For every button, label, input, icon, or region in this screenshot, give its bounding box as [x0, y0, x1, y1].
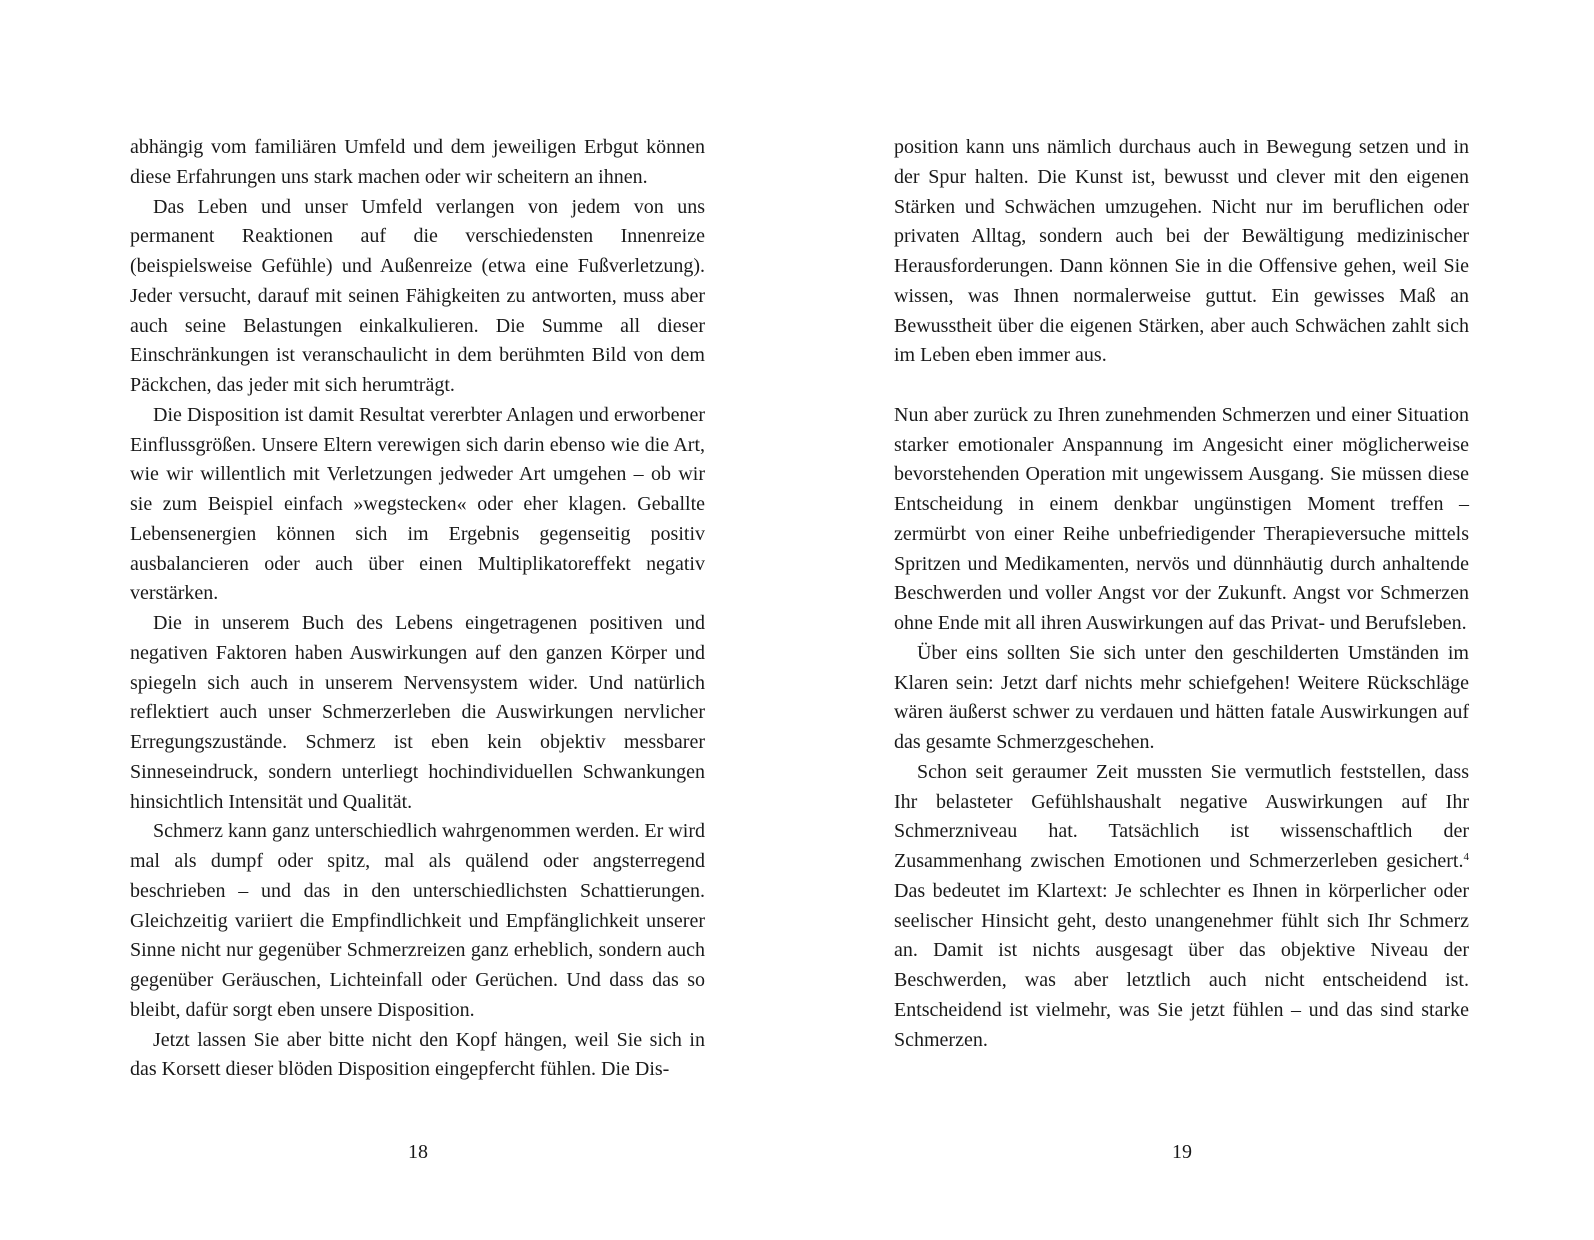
paragraph: Die Disposition ist damit Resultat vererbter Anlagen und erworbener Einflussgrößen. Unsere Eltern verewigen sich darin ebenso wie die Art, wie wir willentlich mit Verletzungen jedweder Art umgehen – ob wir sie zum Beispiel einfach »wegstecken« oder eher klagen. Geballte Lebensenergien können sich im Ergebnis gegenseitig positiv ausbalancieren oder auch über einen Multiplikatoreffekt negativ verstärken. — [130, 403, 705, 605]
footnote-marker[interactable]: 4 — [1463, 851, 1469, 863]
page-number-left: 18 — [408, 1141, 428, 1163]
paragraph: Die in unserem Buch des Lebens eingetragenen positiven und negativen Faktoren haben Auswirkungen auf den ganzen Körper und spiegeln sich auch in unserem Nervensystem wider. Und natürlich reflektiert auch unser Schmerzerleben die Auswirkungen nervlicher Erregungszustände. Schmerz ist eben kein objektiv messbarer Sinneseindruck, sondern unterliegt hochindividuellen Schwankungen hinsichtlich Intensität und Qualität. — [130, 612, 705, 813]
paragraph: Das Leben und unser Umfeld verlangen von jedem von uns permanent Reaktionen auf die verschiedensten Innenreize (beispielsweise Gefühle) und Außenreize (etwa eine Fußverletzung). Jeder versucht, darauf mit seinen Fähigkeiten zu antworten, muss aber auch seine Belastungen einkalkulieren. Die Summe all dieser Einschränkungen ist veranschaulicht in dem berühmten Bild von dem Päckchen, das jeder mit sich herumträgt. — [130, 195, 705, 396]
paragraph-with-footnote — [894, 758, 1469, 1056]
paragraph: Über eins sollten Sie sich unter den geschilderten Umständen im Klaren sein: Jetzt darf nichts mehr schiefgehen! Weitere Rückschläge wären äußerst schwer zu verdauen und hätten fatale Auswirkungen auf das gesamte Schmerzgeschehen. — [894, 641, 1469, 753]
page-number-right: 19 — [1172, 1141, 1192, 1163]
paragraph-text: Das bedeutet im Klartext: Je schlechter es Ihnen in körperlicher oder seelischer Hinsicht geht, desto unangenehmer fühlt sich Ihr Schmerz an. Damit ist nichts ausgesagt über das objektive Niveau der Beschwerden, was aber letztlich auch nicht entscheidend ist. Entscheidend ist vielmehr, was Sie jetzt fühlen – und das sind starke Schmerzen. — [894, 879, 1469, 1051]
paragraph-text: Schon seit geraumer Zeit mussten Sie vermutlich feststellen, dass Ihr belasteter Gefühlshaushalt negative Auswirkungen auf Ihr Schmerzniveau hat. Tatsächlich ist wissenschaftlich der Zusammenhang zwischen Emotionen und Schmerzerleben gesichert. — [894, 760, 1469, 872]
paragraph: Nun aber zurück zu Ihren zunehmenden Schmerzen und einer Situation starker emotionaler Anspannung im Angesicht einer möglicherweise bevorstehenden Operation mit ungewissem Ausgang. Sie müssen diese Entscheidung in einem denkbar ungünstigen Moment treffen – zermürbt von einer Reihe unbefriedigender Therapieversuche mittels Spritzen und Medikamenten, nervös und dünnhäutig durch anhaltende Beschwerden und voller Angst vor der Zukunft. Angst vor Schmerzen ohne Ende mit all ihren Auswirkungen auf das Privat- und Berufsleben. — [894, 403, 1469, 634]
right-page-text — [894, 133, 1469, 1055]
paragraph: abhängig vom familiären Umfeld und dem jeweiligen Erbgut können diese Erfahrungen uns stark machen oder wir scheitern an ihnen. — [130, 136, 705, 188]
paragraph: position kann uns nämlich durchaus auch in Bewegung setzen und in der Spur halten. Die Kunst ist, bewusst und clever mit den eigenen Stärken und Schwächen umzugehen. Nicht nur im beruflichen oder privaten Alltag, sondern auch bei der Bewältigung medizinischer Herausforderungen. Dann können Sie in die Offensive gehen, weil Sie wissen, was Ihnen normalerweise guttut. Ein gewisses Maß an Bewusstheit über die eigenen Stärken, aber auch Schwächen zahlt sich im Leben eben immer aus. — [894, 136, 1469, 367]
paragraph: Schmerz kann ganz unterschiedlich wahrgenommen werden. Er wird mal als dumpf oder spitz, mal als quälend oder angsterregend beschrieben – und das in den unterschiedlichsten Schattierungen. Gleichzeitig variiert die Empfindlichkeit und Empfänglichkeit unserer Sinne nicht nur gegenüber Schmerzreizen ganz erheblich, sondern auch gegenüber Geräuschen, Lichteinfall oder Gerüchen. Und dass das so bleibt, dafür sorgt eben unsere Disposition. — [130, 820, 705, 1021]
left-page-text — [130, 133, 705, 1085]
paragraph: Jetzt lassen Sie aber bitte nicht den Kopf hängen, weil Sie sich in das Korsett dieser blöden Disposition eingepfercht fühlen. Die Dis- — [130, 1028, 705, 1081]
